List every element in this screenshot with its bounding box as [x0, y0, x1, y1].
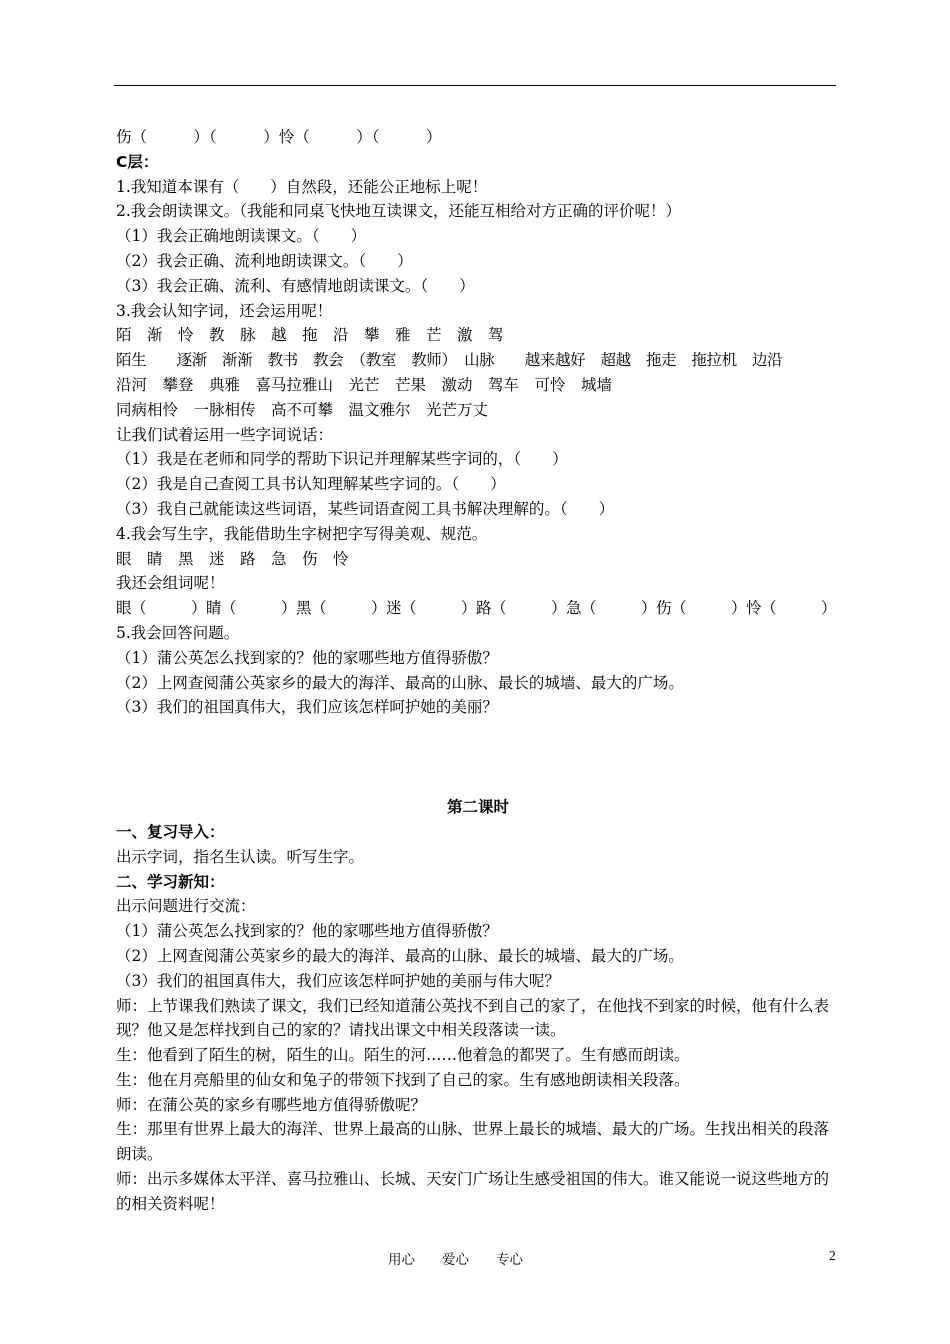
text-line: 出示问题进行交流： — [116, 897, 256, 916]
spacer — [116, 720, 840, 795]
level-c-heading: C层： — [116, 152, 159, 171]
text-line: （1）我是在老师和同学的帮助下识记并理解某些字词的，（ ） — [116, 450, 568, 469]
text-line: 3.我会认知字词，还会运用呢！ — [116, 301, 333, 320]
word-list: 陌生 逐渐 渐渐 教书 教会 （教室 教师） 山脉 越来越好 超越 拖走 拖拉机 边沿 — [116, 351, 783, 370]
text-line: 5.我会回答问题。 — [116, 623, 240, 642]
idiom-list: 同病相怜 一脉相传 高不可攀 温文雅尔 光芒万丈 — [116, 400, 489, 419]
page-content — [116, 125, 840, 1217]
text-line: （1）我会正确地朗读课文。（ ） — [116, 227, 367, 246]
text-line: （2）上网查阅蒲公英家乡的最大的海洋、最高的山脉、最长的城墙、最大的广场。 — [116, 946, 684, 965]
text-line: 我还会组词呢！ — [116, 574, 225, 593]
dialogue-paragraph: 生：那里有世界上最大的海洋、世界上最高的山脉、世界上最长的城墙、最大的广场。生找出相关的段落朗读。 — [116, 1120, 830, 1164]
header-rule — [114, 85, 836, 86]
text-line: 2.我会朗读课文。（我能和同桌飞快地互读课文，还能互相给对方正确的评价呢！） — [116, 202, 682, 221]
section-heading: 二、学习新知： — [116, 872, 225, 891]
text-line: 伤（ ）（ ）怜（ ）（ ） — [116, 128, 442, 146]
dialogue-line: 生：他看到了陌生的树，陌生的山。陌生的河……他着急的都哭了。生有感而朗读。 — [116, 1046, 690, 1065]
dialogue-paragraph: 师：出示多媒体太平洋、喜马拉雅山、长城、天安门广场让生感受祖国的伟大。谁又能说一说这些地方的的相关资料呢！ — [116, 1170, 830, 1213]
page-number: 2 — [829, 1248, 836, 1263]
text-line: 出示字词，指名生认读。听写生字。 — [116, 847, 365, 866]
text-line: （3）我会正确、流利、有感情地朗读课文。（ ） — [116, 276, 475, 295]
text-line: （2）我是自己查阅工具书认知理解某些字词的。（ ） — [116, 475, 506, 494]
text-line: （2）我会正确、流利地朗读课文。（ ） — [116, 251, 413, 270]
text-line: （2）上网查阅蒲公英家乡的最大的海洋、最高的山脉、最长的城墙、最大的广场。 — [116, 673, 684, 692]
footer-motto: 用心 爱心 专心 — [388, 1252, 523, 1268]
word-building-line: 眼（ ）睛（ ）黑（ ）迷（ ）路（ ）急（ ）伤（ ）怜（ ） — [116, 599, 837, 618]
text-line: （1）蒲公英怎么找到家的？他的家哪些地方值得骄傲？ — [116, 922, 498, 941]
word-list: 沿河 攀登 典雅 喜马拉雅山 光芒 芒果 激动 驾车 可怜 城墙 — [116, 375, 613, 394]
text-line: 让我们试着运用一些字词说话： — [116, 425, 334, 444]
dialogue-line: 师：在蒲公英的家乡有哪些地方值得骄傲呢？ — [116, 1095, 427, 1114]
text-line: 1.我知道本课有（ ）自然段，还能公正地标上呢！ — [116, 177, 488, 196]
dialogue-line: 生：他在月亮船里的仙女和兔子的带领下找到了自己的家。生有感地朗读相关段落。 — [116, 1070, 690, 1089]
section-heading: 一、复习导入： — [116, 822, 225, 841]
character-list: 眼 睛 黑 迷 路 急 伤 怜 — [116, 549, 349, 568]
text-line: （3）我们的祖国真伟大，我们应该怎样呵护她的美丽与伟大呢？ — [116, 971, 560, 990]
dialogue-paragraph: 师：上节课我们熟读了课文，我们已经知道蒲公英找不到自己的家了，在他找不到家的时候，他有什么表现？他又是怎样找到自己的家的？请找出课文中相关段落读一读。 — [116, 996, 830, 1040]
text-line: 4.我会写生字，我能借助生字树把字写得美观、规范。 — [116, 524, 488, 543]
character-list: 陌 渐 怜 教 脉 越 拖 沿 攀 雅 芒 激 驾 — [116, 326, 504, 345]
text-line: （3）我自己就能读这些词语，某些词语查阅工具书解决理解的。（ ） — [116, 499, 615, 518]
text-line: （3）我们的祖国真伟大，我们应该怎样呵护她的美丽？ — [116, 698, 498, 717]
lesson-title: 第二课时 — [446, 798, 509, 817]
text-line: （1）蒲公英怎么找到家的？他的家哪些地方值得骄傲？ — [116, 648, 498, 667]
